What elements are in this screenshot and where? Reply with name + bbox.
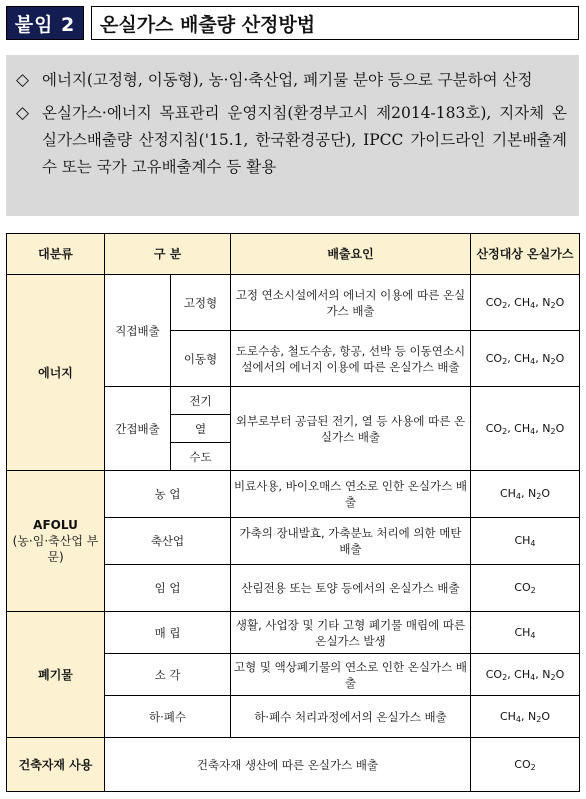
source-cell: 하·폐수 처리과정에서의 온실가스 배출 xyxy=(231,696,471,738)
source-cell: 산림전용 또는 토양 등에서의 온실가스 배출 xyxy=(231,565,471,612)
afolu-item-label: 축산업 xyxy=(105,518,231,565)
page-title: 온실가스 배출량 산정방법 xyxy=(91,6,579,40)
source-cell: 가축의 장내발효, 가축분뇨 처리에 의한 메탄 배출 xyxy=(231,518,471,565)
category-building-materials: 건축자재 사용 xyxy=(7,738,105,792)
table-row xyxy=(7,275,580,331)
gas-cell: $CH_4$ xyxy=(471,518,580,565)
afolu-item-label: 임 업 xyxy=(105,565,231,612)
summary-text: 에너지(고정형, 이동형), 농·임·축산업, 폐기물 분야 등으로 구분하여 산정 xyxy=(42,71,533,89)
category-afolu-label: AFOLU xyxy=(33,518,78,532)
indirect-item-electricity: 전기 xyxy=(171,387,231,415)
category-afolu-sub: (농·임·축산업 부문) xyxy=(12,534,99,564)
summary-bullet xyxy=(16,100,567,181)
energy-mobile-label: 이동형 xyxy=(171,331,231,387)
header-division: 구 분 xyxy=(105,234,231,275)
gas-cell: $CO_2$ xyxy=(471,565,580,612)
indirect-item-water: 수도 xyxy=(171,443,231,471)
source-cell: 건축자재 생산에 따른 온실가스 배출 xyxy=(105,738,471,792)
table-row xyxy=(7,738,580,792)
category-afolu xyxy=(7,471,105,612)
waste-item-label: 소 각 xyxy=(105,654,231,696)
source-cell: 도로수송, 철도수송, 항공, 선박 등 이동연소시설에서의 에너지 이용에 따른 온실가스 배출 xyxy=(231,331,471,387)
source-cell: 비료사용, 바이오매스 연소로 인한 온실가스 배출 xyxy=(231,471,471,518)
waste-item-label: 하·폐수 xyxy=(105,696,231,738)
header-gas: 산정대상 온실가스 xyxy=(471,234,580,275)
source-cell: 생활, 사업장 및 기타 고형 폐기물 매립에 따른 온실가스 발생 xyxy=(231,612,471,654)
table-row xyxy=(7,612,580,654)
emission-table xyxy=(6,233,580,792)
summary-box xyxy=(6,55,579,216)
appendix-tag: 붙임 2 xyxy=(6,6,84,40)
indirect-item-heat: 열 xyxy=(171,415,231,443)
header-major: 대분류 xyxy=(7,234,105,275)
header-source: 배출요인 xyxy=(231,234,471,275)
waste-item-label: 매 립 xyxy=(105,612,231,654)
table-header-row xyxy=(7,234,580,275)
gas-cell: $CO_2$, $CH_4$, $N_2O$ xyxy=(471,275,580,331)
energy-stationary-label: 고정형 xyxy=(171,275,231,331)
source-cell: 고정 연소시설에서의 에너지 이용에 따른 온실가스 배출 xyxy=(231,275,471,331)
gas-cell: $CH_4$, $N_2O$ xyxy=(471,471,580,518)
energy-direct-label: 직접배출 xyxy=(105,275,171,387)
summary-text: 온실가스·에너지 목표관리 운영지침(환경부고시 제2014-183호), 지자체 온실가스배출량 산정지침('15.1, 한국환경공단), IPCC 가이드라인 기본배출계수 또는 국가 고유배출계수 등 활용 xyxy=(42,104,567,176)
gas-cell: $CH_4$, $N_2O$ xyxy=(471,696,580,738)
gas-cell: $CO_2$, $CH_4$, $N_2O$ xyxy=(471,331,580,387)
gas-cell: $CO_2$, $CH_4$, $N_2O$ xyxy=(471,654,580,696)
table-row xyxy=(7,471,580,518)
afolu-item-label: 농 업 xyxy=(105,471,231,518)
gas-cell: $CH_4$ xyxy=(471,612,580,654)
category-energy: 에너지 xyxy=(7,275,105,471)
diamond-bullet-icon: ◇ xyxy=(16,70,30,90)
gas-cell: $CO_2$ xyxy=(471,738,580,792)
category-waste: 폐기물 xyxy=(7,612,105,738)
source-cell: 고형 및 액상폐기물의 연소로 인한 온실가스 배출 xyxy=(231,654,471,696)
source-cell: 외부로부터 공급된 전기, 열 등 사용에 따른 온실가스 배출 xyxy=(231,387,471,471)
title-row xyxy=(6,6,579,40)
summary-bullet xyxy=(16,67,567,94)
diamond-bullet-icon: ◇ xyxy=(16,103,30,123)
energy-indirect-label: 간접배출 xyxy=(105,387,171,471)
gas-cell: $CO_2$, $CH_4$, $N_2O$ xyxy=(471,387,580,471)
